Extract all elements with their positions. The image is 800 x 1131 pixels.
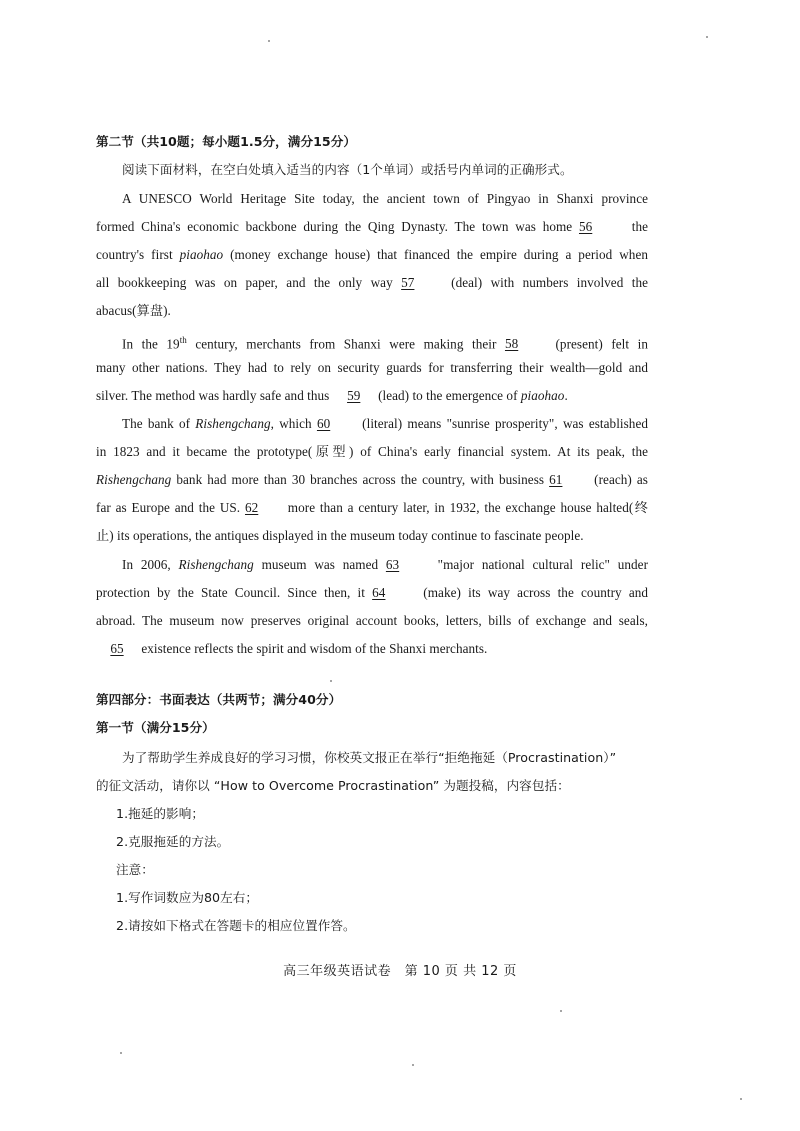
scan-speck bbox=[330, 680, 332, 682]
passage-text: "major national cultural relic" under bbox=[429, 557, 649, 572]
passage-text: protection by the State Council. Since then, it bbox=[96, 585, 373, 600]
writing-prompt-line-1: 为了帮助学生养成良好的学习习惯，你校英文报正在举行“拒绝拖延（Procrastination）” bbox=[122, 750, 617, 765]
passage-text: (deal) with numbers involved the bbox=[451, 275, 649, 290]
note-title: 注意： bbox=[116, 862, 154, 877]
passage-line-16: abroad. The museum now preserves original account books, letters, bills of exchange and seals, bbox=[96, 613, 648, 628]
passage-text: the bbox=[624, 219, 649, 234]
passage-text: museum was named bbox=[253, 557, 386, 572]
blank-57: 57 bbox=[401, 275, 415, 290]
passage-text: The bank of bbox=[122, 416, 196, 431]
passage-line-7: many other nations. They had to rely on security guards for transferring their wealth—gold and bbox=[96, 360, 648, 375]
superscript: th bbox=[179, 335, 187, 345]
passage-text: . bbox=[564, 388, 568, 403]
passage-text: (present) felt in bbox=[546, 336, 648, 352]
blank-59: 59 bbox=[347, 388, 361, 403]
blank-65: 65 bbox=[110, 641, 124, 656]
blank-58: 58 bbox=[504, 336, 519, 352]
blank-64: 64 bbox=[372, 585, 386, 600]
passage-line-13: 止) its operations, the antiques displayed in the museum today continue to fascinate people. bbox=[96, 528, 584, 543]
passage-text: (make) its way across the country and bbox=[416, 585, 649, 600]
passage-text: , which bbox=[270, 416, 317, 431]
passage-line-5: abacus(算盘). bbox=[96, 303, 171, 318]
scan-speck bbox=[560, 1010, 562, 1012]
passage-text: all bookkeeping was on paper, and the only way bbox=[96, 275, 402, 290]
passage-text: far as Europe and the US. bbox=[96, 500, 245, 515]
passage-text: (lead) to the emergence of bbox=[374, 388, 521, 403]
section-2-header: 第二节（共10题；每小题1.5分，满分15分） bbox=[96, 134, 357, 149]
scan-speck bbox=[120, 1052, 122, 1054]
content-item-1: 1.拖延的影响； bbox=[116, 806, 204, 821]
term-rishengchang: Rishengchang bbox=[96, 472, 172, 487]
term-rishengchang: Rishengchang bbox=[178, 557, 254, 572]
section-1-header: 第一节（满分15分） bbox=[96, 720, 215, 735]
passage-line-2 bbox=[96, 217, 648, 237]
blank-63: 63 bbox=[385, 557, 400, 572]
writing-prompt-line-2: 的征文活动，请你以 “How to Overcome Procrastination” 为题投稿，内容包括： bbox=[96, 778, 570, 793]
passage-line-9 bbox=[122, 414, 648, 434]
passage-text: bank had more than 30 branches across the country, with business bbox=[171, 472, 550, 487]
term-piaohao: piaohao bbox=[179, 247, 224, 262]
passage-line-12 bbox=[96, 498, 648, 518]
blank-56: 56 bbox=[578, 219, 593, 234]
passage-line-17 bbox=[96, 639, 648, 659]
page-footer: 高三年级英语试卷 第 10 页 共 12 页 bbox=[283, 964, 517, 979]
passage-text: (literal) means "sunrise prosperity", was established bbox=[356, 416, 648, 431]
passage-text: (reach) as bbox=[589, 472, 648, 487]
passage-line-10: in 1823 and it became the prototype(原型) of China's early financial system. At its peak, the bbox=[96, 444, 648, 459]
passage-text: formed China's economic backbone during the Qing Dynasty. The town was home bbox=[96, 219, 579, 234]
passage-line-6 bbox=[122, 330, 648, 354]
passage-line-8 bbox=[96, 386, 648, 406]
content-item-2: 2.克服拖延的方法。 bbox=[116, 834, 230, 849]
passage-line-15 bbox=[96, 583, 648, 603]
term-piaohao: piaohao bbox=[520, 388, 565, 403]
term-rishengchang: Rishengchang bbox=[195, 416, 271, 431]
note-item-2: 2.请按如下格式在答题卡的相应位置作答。 bbox=[116, 918, 356, 933]
passage-line-4 bbox=[96, 273, 648, 293]
note-item-1: 1.写作词数应为80左右； bbox=[116, 890, 259, 905]
passage-text: existence reflects the spirit and wisdom of the Shanxi merchants. bbox=[138, 641, 488, 656]
passage-text: (money exchange house) that financed the empire during a period when bbox=[223, 247, 648, 262]
scan-speck bbox=[740, 1098, 742, 1100]
passage-line-11 bbox=[96, 470, 648, 490]
blank-60: 60 bbox=[316, 416, 331, 431]
passage-text: country's first bbox=[96, 247, 180, 262]
passage-text: In the 19 bbox=[122, 336, 180, 352]
passage-line-3 bbox=[96, 245, 648, 265]
blank-62: 62 bbox=[244, 500, 259, 515]
passage-line-1: A UNESCO World Heritage Site today, the ancient town of Pingyao in Shanxi province bbox=[122, 191, 648, 206]
part-4-header: 第四部分：书面表达（共两节；满分40分） bbox=[96, 692, 342, 707]
passage-text: silver. The method was hardly safe and thus bbox=[96, 388, 333, 403]
blank-61: 61 bbox=[549, 472, 563, 487]
section-2-instruction: 阅读下面材料，在空白处填入适当的内容（1个单词）或括号内单词的正确形式。 bbox=[122, 162, 573, 177]
scan-speck bbox=[268, 40, 270, 42]
passage-text: more than a century later, in 1932, the exchange house halted(终 bbox=[282, 500, 648, 515]
scan-speck bbox=[412, 1064, 414, 1066]
passage-line-14 bbox=[122, 555, 648, 575]
passage-text: In 2006, bbox=[122, 557, 179, 572]
scan-speck bbox=[706, 36, 708, 38]
passage-text: century, merchants from Shanxi were making their bbox=[186, 336, 505, 352]
